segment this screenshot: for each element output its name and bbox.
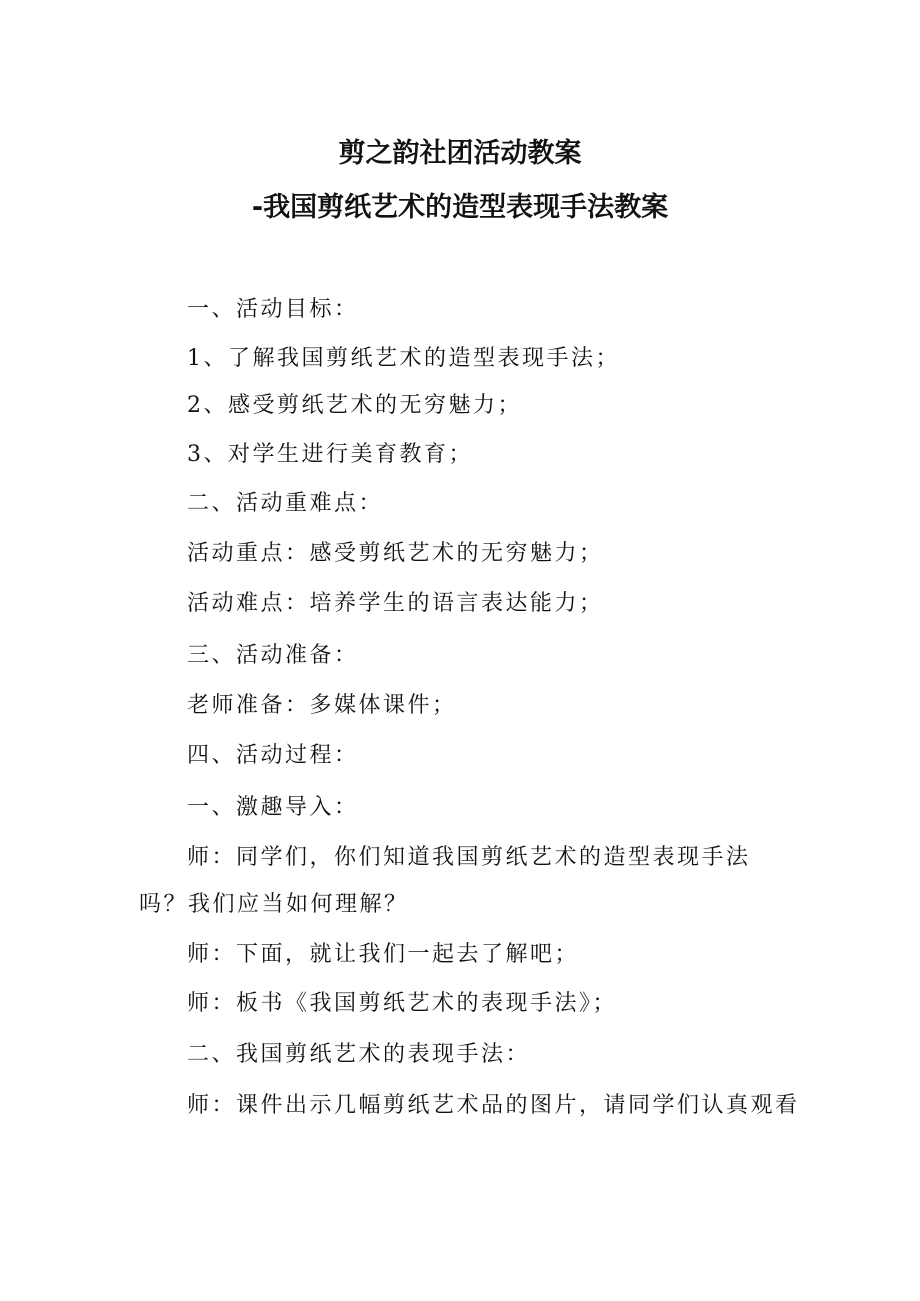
section-heading-goals: 一、活动目标： <box>187 297 359 322</box>
section-heading-key-points: 二、活动重难点： <box>187 491 384 516</box>
goal-item-3: 3、对学生进行美育教育； <box>187 442 473 467</box>
paragraph-line-continued: 吗？我们应当如何理解？ <box>139 892 409 917</box>
key-point-line: 活动重点：感受剪纸艺术的无穷魅力； <box>187 541 604 566</box>
document-subtitle: -我国剪纸艺术的造型表现手法教案 <box>251 192 669 223</box>
difficulty-line: 活动难点：培养学生的语言表达能力； <box>187 591 604 616</box>
paragraph-line: 师：下面，就让我们一起去了解吧； <box>187 942 580 967</box>
section-heading-process: 四、活动过程： <box>187 743 359 768</box>
paragraph-line: 师：同学们，你们知道我国剪纸艺术的造型表现手法 <box>187 845 751 870</box>
goal-item-1: 1、了解我国剪纸艺术的造型表现手法； <box>187 346 620 371</box>
subsection-heading-techniques: 二、我国剪纸艺术的表现手法： <box>187 1042 531 1067</box>
paragraph-line: 师：板书《我国剪纸艺术的表现手法》； <box>187 991 618 1016</box>
subsection-heading-intro: 一、激趣导入： <box>187 795 359 820</box>
goal-item-2: 2、感受剪纸艺术的无穷魅力； <box>187 393 522 418</box>
section-heading-preparation: 三、活动准备： <box>187 643 359 668</box>
paragraph-line: 师：课件出示几幅剪纸艺术品的图片，请同学们认真观看 <box>187 1093 800 1118</box>
document-title: 剪之韵社团活动教案 <box>338 138 582 169</box>
preparation-line: 老师准备：多媒体课件； <box>187 693 457 718</box>
